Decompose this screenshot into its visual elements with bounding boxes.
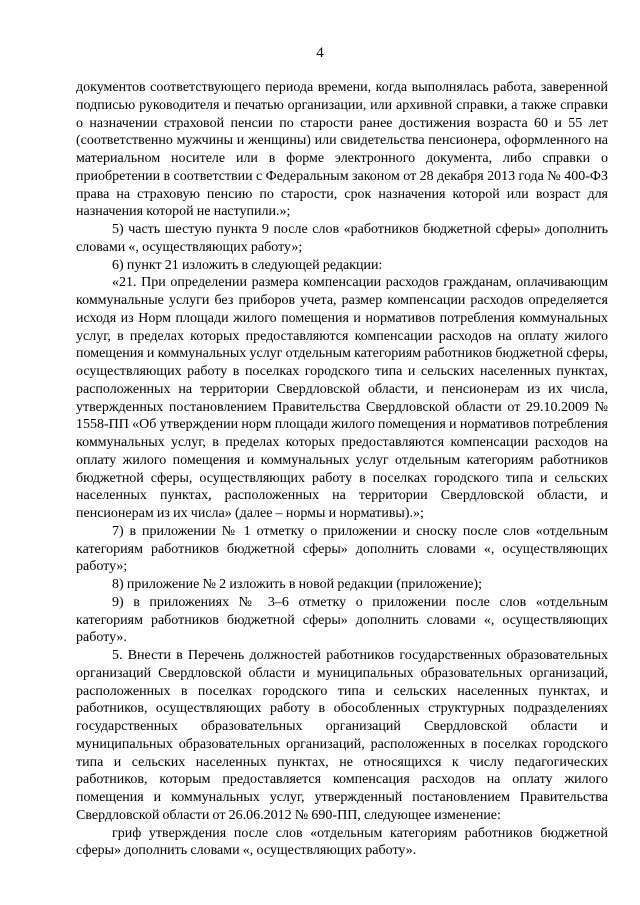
paragraph-item-5: 5) часть шестую пункта 9 после слов «работников бюджетной сферы» дополнить словами «, осуществляющих работу»; [76, 222, 608, 255]
paragraph-section-5: 5. Внести в Перечень должностей работников государственных образовательных организаций Свердловской области и муниципальных образовательных организаций, расположенных в поселках городского типа и сельских населенных пунктах, и работников, осуществляющих работу в обособленных структурных подразделениях государственных образовательных организаций Свердловской области и муниципальных образовательных организаций, расположенных в поселках городского типа и сельских населенных пунктах, не относящихся к числу педагогических работников, которым предоставляется компенсация расходов на оплату жилого помещения и коммунальных услуг, утвержденный постановлением Правительства Свердловской области от 26.06.2012 № 690-ПП, следующее изменение: [76, 648, 608, 823]
page-number: 4 [316, 45, 324, 61]
paragraph-continuation: документов соответствующего периода времени, когда выполнялась работа, заверенной подписью руководителя и печатью организации, или архивной справки, а также справки о назначении страховой пенсии по старости ранее достижения возраста 60 и 55 лет (соответственно мужчины и женщины) или свидетельства пенсионера, оформленного на материальном носителе или в форме электронного документа, либо справки о приобретении в соответствии с Федеральным законом от 28 декабря 2013 года № 400-ФЗ права на страховую пенсию по старости, срок назначения которой или возраст для назначения которой не наступили.»; [76, 80, 608, 220]
paragraph-item-7: 7) в приложении № 1 отметку о приложении и сноску после слов «отдельным категориям работников бюджетной сферы» дополнить словами «, осуществляющих работу»; [76, 523, 608, 575]
paragraph-item-9: 9) в приложениях № 3–6 отметку о приложении после слов «отдельным категориям работников бюджетной сферы» дополнить словами «, осуществляющих работу». [76, 594, 608, 646]
paragraph-approval-stamp: гриф утверждения после слов «отдельным категориям работников бюджетной сферы» дополнить словами «, осуществляющих работу». [76, 825, 608, 859]
paragraph-item-6: 6) пункт 21 изложить в следующей редакции: [112, 257, 383, 273]
paragraph-clause-21: «21. При определении размера компенсации расходов гражданам, оплачивающим коммунальные услуги без приборов учета, размер компенсации расходов определяется исходя из Норм площади жилого помещения и нормативов потребления коммунальных услуг, в пределах которых предоставляются компенсации расходов на оплату жилого помещения и коммунальных услуг отдельным категориям работников бюджетной сферы, осуществляющих работу в поселках городского типа и сельских населенных пунктах, расположенных на территории Свердловской области, и пенсионерам из их числа, утвержденных постановлением Правительства Свердловской области от 29.10.2009 № 1558-ПП «Об утверждении норм площади жилого помещения и нормативов потребления коммунальных услуг, в пределах которых предоставляются компенсации расходов на оплату жилого помещения и коммунальных услуг отдельным категориям работников бюджетной сферы, осуществляющих работу в поселках городского типа и сельских населенных пунктах, расположенных на территории Свердловской области, и пенсионерам из их числа» (далее – нормы и нормативы).»; [76, 275, 608, 521]
paragraph-item-8: 8) приложение № 2 изложить в новой редакции (приложение); [112, 577, 482, 592]
document-body [76, 79, 608, 860]
